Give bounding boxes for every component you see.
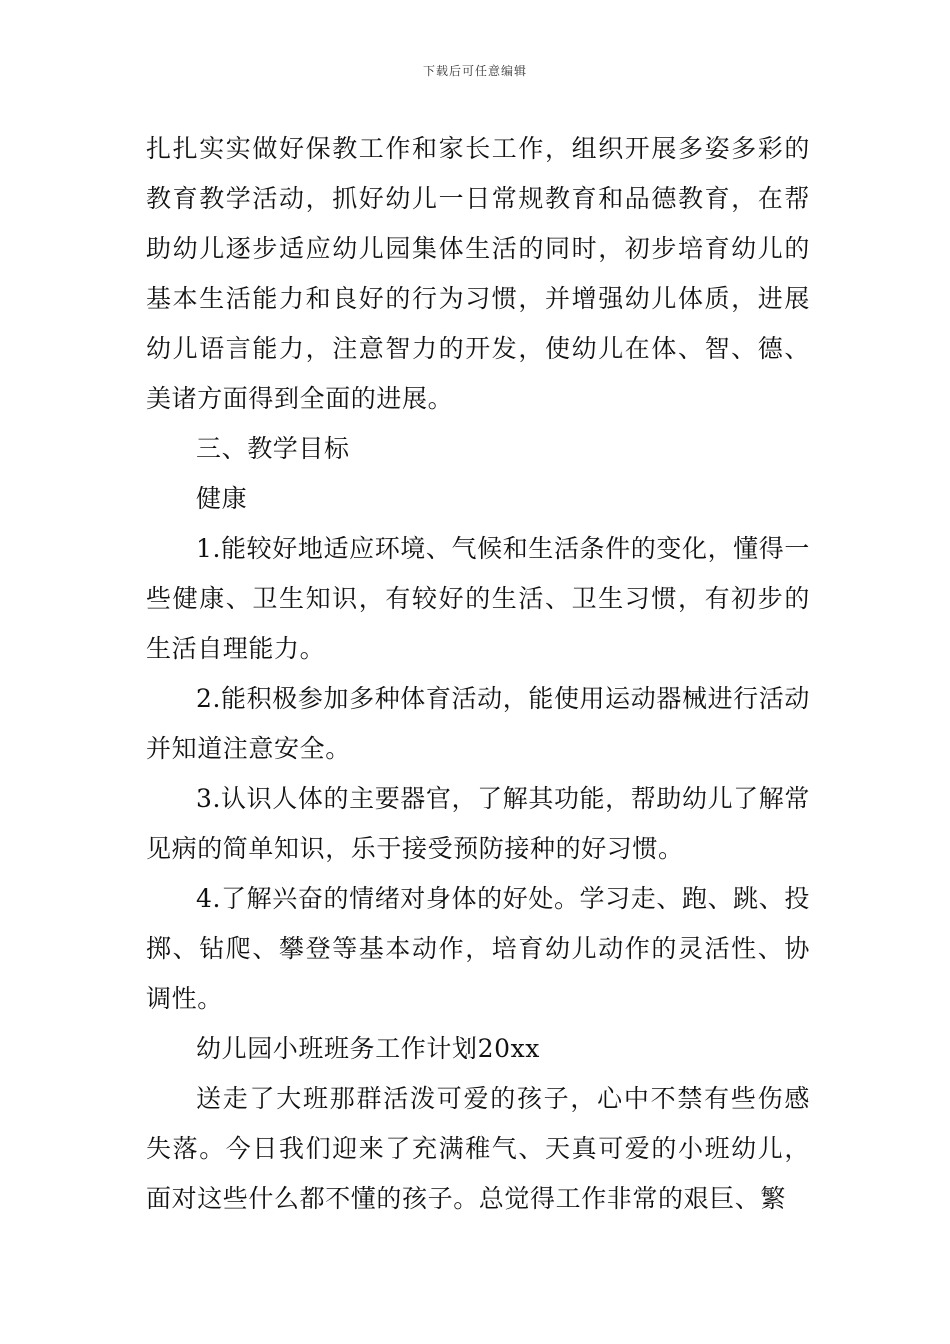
list-item-3: 3.认识人体的主要器官，了解其功能，帮助幼儿了解常见病的简单知识，乐于接受预防接种的好习惯。	[146, 784, 810, 863]
document-body	[146, 124, 810, 1224]
subsection-heading: 健康	[196, 484, 248, 513]
paragraph-continuation: 扎扎实实做好保教工作和家长工作，组织开展多姿多彩的教育教学活动，抓好幼儿一日常规教育和品德教育，在帮助幼儿逐步适应幼儿园集体生活的同时，初步培育幼儿的基本生活能力和良好的行为习惯，并增强幼儿体质，进展幼儿语言能力，注意智力的开发，使幼儿在体、智、德、美诸方面得到全面的进展。	[146, 134, 810, 413]
section-heading: 三、教学目标	[196, 434, 350, 463]
document-title: 幼儿园小班班务工作计划20xx	[196, 1034, 541, 1063]
list-item-1: 1.能较好地适应环境、气候和生活条件的变化，懂得一些健康、卫生知识，有较好的生活、卫生习惯，有初步的生活自理能力。	[146, 534, 810, 663]
page-header-note: 下载后可任意编辑	[422, 64, 527, 78]
list-item-2: 2.能积极参加多种体育活动，能使用运动器械进行活动并知道注意安全。	[146, 684, 810, 763]
list-item-4: 4.了解兴奋的情绪对身体的好处。学习走、跑、跳、投掷、钻爬、攀登等基本动作，培育幼儿动作的灵活性、协调性。	[146, 884, 810, 1013]
paragraph-intro: 送走了大班那群活泼可爱的孩子，心中不禁有些伤感失落。今日我们迎来了充满稚气、天真可爱的小班幼儿，面对这些什么都不懂的孩子。总觉得工作非常的艰巨、繁	[146, 1084, 810, 1213]
